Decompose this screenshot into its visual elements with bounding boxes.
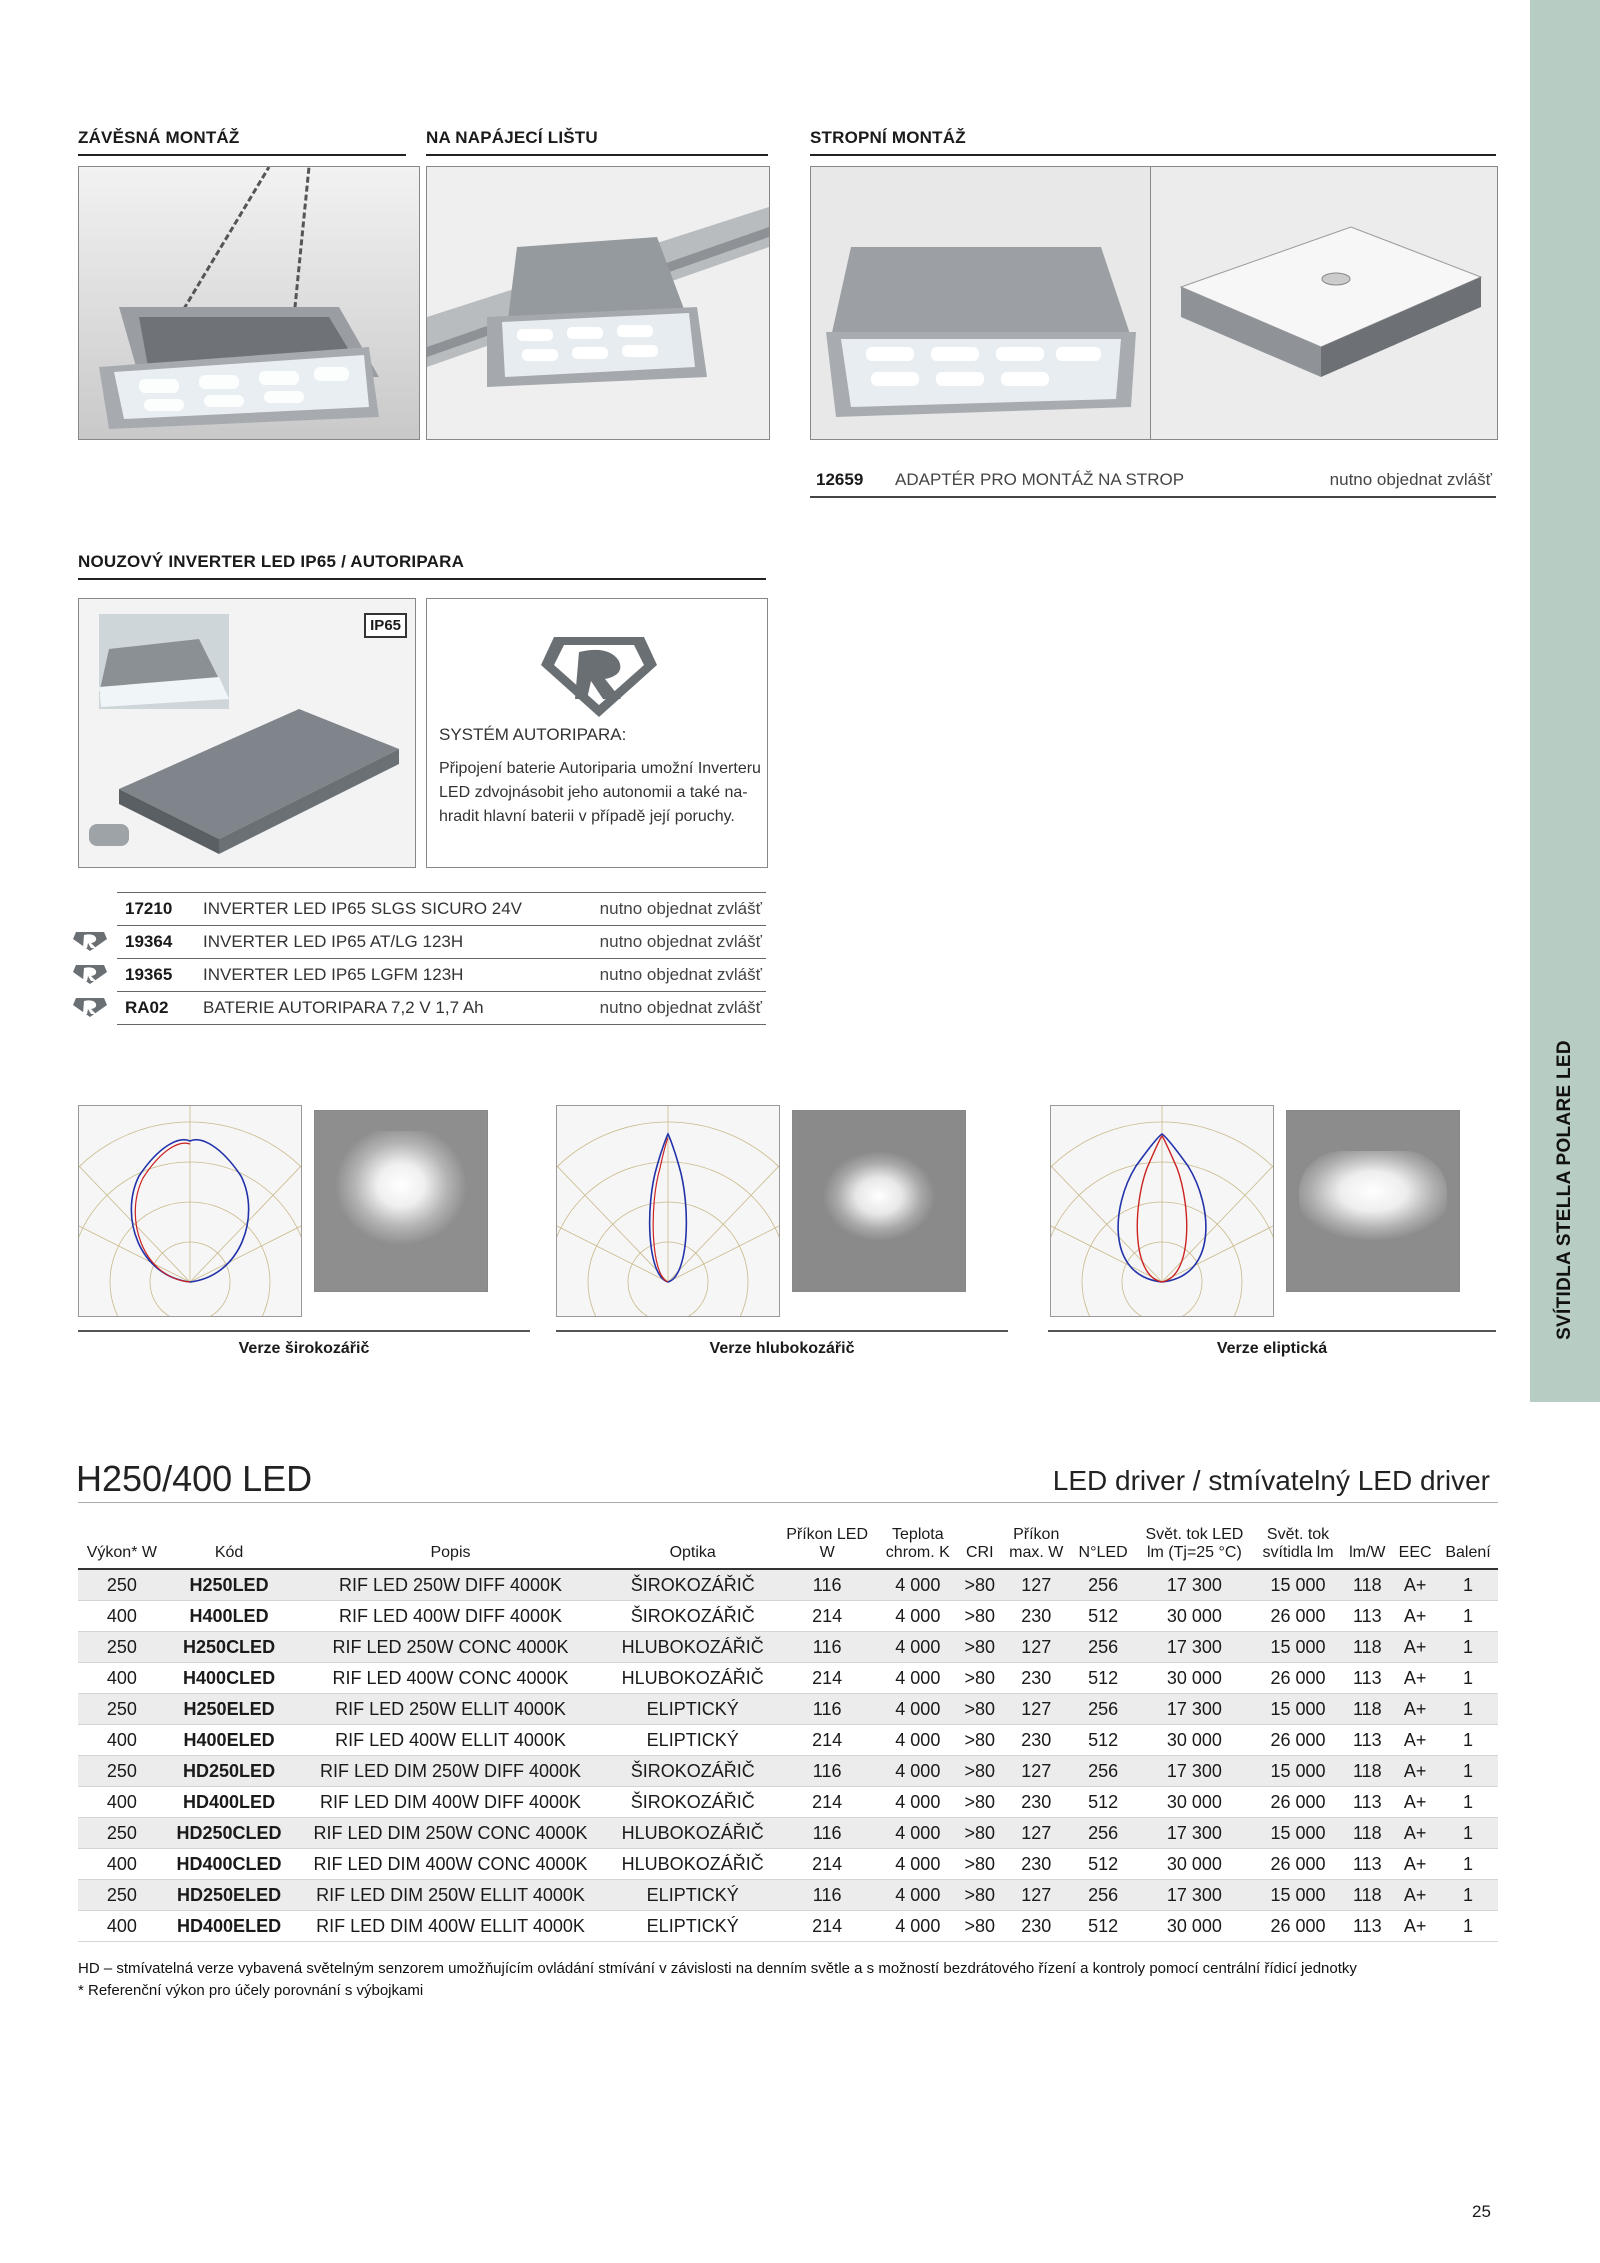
table-cell: A+ (1392, 1694, 1438, 1725)
table-cell: 118 (1342, 1818, 1392, 1849)
table-cell: 1 (1438, 1632, 1498, 1663)
table-cell: ŠIROKOZÁŘIČ (609, 1787, 777, 1818)
table-cell: ELIPTICKÝ (609, 1880, 777, 1911)
table-cell: 1 (1438, 1663, 1498, 1694)
table-cell: H250LED (166, 1569, 293, 1601)
table-cell: 26 000 (1254, 1849, 1343, 1880)
table-row (78, 1787, 1498, 1818)
table-cell: 118 (1342, 1632, 1392, 1663)
table-cell: A+ (1392, 1880, 1438, 1911)
table-cell: HD250LED (166, 1756, 293, 1787)
table-cell: 256 (1071, 1880, 1135, 1911)
table-cell: 116 (777, 1756, 878, 1787)
table-cell: 214 (777, 1663, 878, 1694)
col-vykon: Výkon* W (78, 1524, 166, 1569)
table-cell: 214 (777, 1725, 878, 1756)
table-cell: >80 (958, 1849, 1001, 1880)
table-row (78, 1663, 1498, 1694)
table-cell: 4 000 (877, 1694, 958, 1725)
table-cell: RIF LED 400W DIFF 4000K (292, 1601, 608, 1632)
accessory-code: 12659 (816, 470, 864, 489)
table-cell: 127 (1001, 1880, 1071, 1911)
table-cell: 30 000 (1135, 1911, 1254, 1942)
col-eec: EEC (1392, 1524, 1438, 1569)
table-cell: 4 000 (877, 1880, 958, 1911)
photo-track-luminaire (426, 166, 770, 440)
table-cell: 17 300 (1135, 1569, 1254, 1601)
table-cell: 214 (777, 1601, 878, 1632)
table-cell: 256 (1071, 1818, 1135, 1849)
table-cell: 400 (78, 1725, 166, 1756)
table-cell: 26 000 (1254, 1787, 1343, 1818)
table-cell: HD400CLED (166, 1849, 293, 1880)
table-cell: A+ (1392, 1787, 1438, 1818)
table-cell: 17 300 (1135, 1694, 1254, 1725)
table-cell: 4 000 (877, 1663, 958, 1694)
autoripara-icon (72, 930, 108, 952)
head-ceiling-mount: STROPNÍ MONTÁŽ (810, 128, 1496, 156)
side-tab-label: SVÍTIDLA STELLA POLARE LED (1554, 1040, 1575, 1340)
table-cell: RIF LED 250W ELLIT 4000K (292, 1694, 608, 1725)
autoripara-icon (72, 963, 108, 985)
table-cell: HLUBOKOZÁŘIČ (609, 1818, 777, 1849)
table-cell: 250 (78, 1694, 166, 1725)
photo-inverter (78, 598, 416, 868)
table-cell: RIF LED 250W CONC 4000K (292, 1632, 608, 1663)
table-cell: 250 (78, 1880, 166, 1911)
table-cell: RIF LED DIM 250W ELLIT 4000K (292, 1880, 608, 1911)
table-cell: 4 000 (877, 1911, 958, 1942)
table-cell: >80 (958, 1756, 1001, 1787)
table-cell: 113 (1342, 1787, 1392, 1818)
table-cell: 113 (1342, 1601, 1392, 1632)
head-inverter: NOUZOVÝ INVERTER LED IP65 / AUTORIPARA (78, 552, 766, 580)
table-cell: 230 (1001, 1787, 1071, 1818)
table-cell: 250 (78, 1818, 166, 1849)
table-cell: 214 (777, 1849, 878, 1880)
table-cell: 116 (777, 1632, 878, 1663)
table-cell: 400 (78, 1601, 166, 1632)
table-cell: 400 (78, 1787, 166, 1818)
table-cell: 113 (1342, 1663, 1392, 1694)
table-cell: 1 (1438, 1880, 1498, 1911)
table-cell: 113 (1342, 1725, 1392, 1756)
table-cell: A+ (1392, 1601, 1438, 1632)
col-lmw: lm/W (1342, 1524, 1392, 1569)
col-tok-svitidla: Svět. tok svítidla lm (1254, 1524, 1343, 1569)
table-cell: A+ (1392, 1663, 1438, 1694)
table-cell: >80 (958, 1880, 1001, 1911)
autoripara-title: SYSTÉM AUTORIPARA: (439, 725, 627, 744)
inverter-list (117, 892, 766, 1025)
col-kod: Kód (166, 1524, 293, 1569)
table-cell: 256 (1071, 1756, 1135, 1787)
col-prikon-max: Příkon max. W (1001, 1524, 1071, 1569)
polar-diagram-wide (78, 1105, 302, 1317)
table-row (78, 1725, 1498, 1756)
table-cell: 256 (1071, 1632, 1135, 1663)
table-cell: 127 (1001, 1756, 1071, 1787)
table-row (78, 1694, 1498, 1725)
table-cell: >80 (958, 1663, 1001, 1694)
table-cell: 127 (1001, 1694, 1071, 1725)
col-nled: N°LED (1071, 1524, 1135, 1569)
autoripara-text: Připojení baterie Autoriparia umožní Inverteru LED zdvojnásobit jeho autonomii a také na- hradit hlavní baterii v případě její poruchy. (439, 760, 761, 825)
table-cell: HD250ELED (166, 1880, 293, 1911)
isolux-deep (792, 1110, 966, 1292)
table-cell: 4 000 (877, 1849, 958, 1880)
photo-ceiling-luminaire (810, 166, 1152, 440)
table-cell: 4 000 (877, 1818, 958, 1849)
table-cell: >80 (958, 1601, 1001, 1632)
table-cell: RIF LED DIM 250W CONC 4000K (292, 1818, 608, 1849)
table-cell: 1 (1438, 1694, 1498, 1725)
table-row (78, 1601, 1498, 1632)
table-cell: ŠIROKOZÁŘIČ (609, 1756, 777, 1787)
table-cell: H250ELED (166, 1694, 293, 1725)
table-cell: A+ (1392, 1818, 1438, 1849)
table-cell: A+ (1392, 1569, 1438, 1601)
table-cell: 1 (1438, 1569, 1498, 1601)
col-baleni: Balení (1438, 1524, 1498, 1569)
title-rule (78, 1502, 1498, 1503)
table-cell: 17 300 (1135, 1818, 1254, 1849)
product-table (78, 1524, 1498, 1942)
autoripara-logo (539, 627, 659, 719)
table-cell: >80 (958, 1694, 1001, 1725)
table-cell: HLUBOKOZÁŘIČ (609, 1663, 777, 1694)
caption-elliptic: Verze eliptická (1048, 1330, 1496, 1358)
table-cell: 15 000 (1254, 1632, 1343, 1663)
table-cell: 113 (1342, 1849, 1392, 1880)
table-cell: 26 000 (1254, 1663, 1343, 1694)
table-cell: HD400LED (166, 1787, 293, 1818)
table-cell: RIF LED DIM 400W ELLIT 4000K (292, 1911, 608, 1942)
table-cell: 256 (1071, 1569, 1135, 1601)
col-optika: Optika (609, 1524, 777, 1569)
table-cell: 512 (1071, 1725, 1135, 1756)
table-cell: 127 (1001, 1632, 1071, 1663)
table-cell: RIF LED 250W DIFF 4000K (292, 1569, 608, 1601)
table-cell: ŠIROKOZÁŘIČ (609, 1569, 777, 1601)
table-cell: RIF LED DIM 250W DIFF 4000K (292, 1756, 608, 1787)
product-title: H250/400 LED (76, 1458, 313, 1499)
table-cell: 400 (78, 1911, 166, 1942)
col-cri: CRI (958, 1524, 1001, 1569)
isolux-wide (314, 1110, 488, 1292)
table-cell: H400ELED (166, 1725, 293, 1756)
table-cell: 400 (78, 1849, 166, 1880)
table-cell: >80 (958, 1818, 1001, 1849)
table-cell: 250 (78, 1569, 166, 1601)
table-cell: 1 (1438, 1756, 1498, 1787)
table-cell: A+ (1392, 1725, 1438, 1756)
page-number: 25 (1472, 2202, 1491, 2221)
table-cell: 214 (777, 1787, 878, 1818)
table-cell: 400 (78, 1663, 166, 1694)
table-cell: 214 (777, 1911, 878, 1942)
table-cell: 30 000 (1135, 1601, 1254, 1632)
table-cell: 30 000 (1135, 1849, 1254, 1880)
table-cell: 116 (777, 1569, 878, 1601)
table-cell: 116 (777, 1880, 878, 1911)
table-row (78, 1569, 1498, 1601)
accessory-desc: ADAPTÉR PRO MONTÁŽ NA STROP (895, 470, 1185, 489)
table-cell: 512 (1071, 1787, 1135, 1818)
table-cell: ELIPTICKÝ (609, 1694, 777, 1725)
table-cell: HD250CLED (166, 1818, 293, 1849)
polar-diagram-elliptic (1050, 1105, 1274, 1317)
table-cell: 4 000 (877, 1725, 958, 1756)
table-cell: HLUBOKOZÁŘIČ (609, 1632, 777, 1663)
table-cell: H400CLED (166, 1663, 293, 1694)
head-pendant-mount: ZÁVĚSNÁ MONTÁŽ (78, 128, 406, 156)
table-row (78, 1756, 1498, 1787)
table-cell: 118 (1342, 1756, 1392, 1787)
table-row (78, 1911, 1498, 1942)
table-cell: 127 (1001, 1818, 1071, 1849)
table-cell: 17 300 (1135, 1756, 1254, 1787)
table-cell: H400LED (166, 1601, 293, 1632)
table-cell: 512 (1071, 1911, 1135, 1942)
head-track-mount: NA NAPÁJECÍ LIŠTU (426, 128, 768, 156)
table-cell: 118 (1342, 1694, 1392, 1725)
accessory-row (810, 466, 1496, 498)
table-cell: 30 000 (1135, 1663, 1254, 1694)
table-cell: HD400ELED (166, 1911, 293, 1942)
table-cell: 4 000 (877, 1601, 958, 1632)
table-row (78, 1880, 1498, 1911)
table-cell: 26 000 (1254, 1601, 1343, 1632)
table-cell: 512 (1071, 1601, 1135, 1632)
table-cell: 30 000 (1135, 1787, 1254, 1818)
table-cell: 26 000 (1254, 1911, 1343, 1942)
table-cell: 118 (1342, 1569, 1392, 1601)
autoripara-box (426, 598, 768, 868)
table-cell: 1 (1438, 1818, 1498, 1849)
table-cell: A+ (1392, 1756, 1438, 1787)
table-row (78, 1818, 1498, 1849)
table-cell: 4 000 (877, 1632, 958, 1663)
inverter-row: RA02 BATERIE AUTORIPARA 7,2 V 1,7 Ah nutno objednat zvlášť (117, 992, 766, 1025)
table-cell: 250 (78, 1756, 166, 1787)
table-cell: 15 000 (1254, 1880, 1343, 1911)
table-cell: 30 000 (1135, 1725, 1254, 1756)
table-cell: 512 (1071, 1849, 1135, 1880)
table-cell: A+ (1392, 1849, 1438, 1880)
table-cell: RIF LED 400W CONC 4000K (292, 1663, 608, 1694)
table-cell: 116 (777, 1818, 878, 1849)
table-cell: 1 (1438, 1725, 1498, 1756)
accessory-note: nutno objednat zvlášť (1329, 470, 1492, 489)
table-cell: RIF LED DIM 400W DIFF 4000K (292, 1787, 608, 1818)
table-cell: 4 000 (877, 1787, 958, 1818)
table-cell: >80 (958, 1725, 1001, 1756)
table-cell: H250CLED (166, 1632, 293, 1663)
table-cell: 1 (1438, 1601, 1498, 1632)
table-cell: >80 (958, 1787, 1001, 1818)
col-popis: Popis (292, 1524, 608, 1569)
table-header-row (78, 1524, 1498, 1569)
footnote-reference: * Referenční výkon pro účely porovnání s výbojkami (78, 1982, 424, 1999)
table-cell: 1 (1438, 1911, 1498, 1942)
table-cell: 230 (1001, 1911, 1071, 1942)
table-cell: A+ (1392, 1632, 1438, 1663)
ip65-badge: IP65 (364, 613, 407, 638)
table-cell: >80 (958, 1911, 1001, 1942)
product-subtitle: LED driver / stmívatelný LED driver (1052, 1465, 1490, 1496)
table-cell: >80 (958, 1569, 1001, 1601)
table-cell: 26 000 (1254, 1725, 1343, 1756)
caption-wide: Verze širokozářič (78, 1330, 530, 1358)
inverter-row: 19364 INVERTER LED IP65 AT/LG 123H nutno objednat zvlášť (117, 926, 766, 959)
table-cell: 230 (1001, 1849, 1071, 1880)
photo-ceiling-adapter (1150, 166, 1498, 440)
table-cell: 118 (1342, 1880, 1392, 1911)
table-cell: 17 300 (1135, 1632, 1254, 1663)
table-cell: 15 000 (1254, 1756, 1343, 1787)
table-cell: 230 (1001, 1663, 1071, 1694)
isolux-elliptic (1286, 1110, 1460, 1292)
inverter-row: 19365 INVERTER LED IP65 LGFM 123H nutno objednat zvlášť (117, 959, 766, 992)
table-cell: 113 (1342, 1911, 1392, 1942)
table-cell: 4 000 (877, 1756, 958, 1787)
table-cell: 15 000 (1254, 1818, 1343, 1849)
table-cell: 17 300 (1135, 1880, 1254, 1911)
table-cell: 116 (777, 1694, 878, 1725)
table-cell: RIF LED DIM 400W CONC 4000K (292, 1849, 608, 1880)
table-cell: A+ (1392, 1911, 1438, 1942)
col-teplota: Teplota chrom. K (877, 1524, 958, 1569)
polar-diagram-deep (556, 1105, 780, 1317)
table-cell: 230 (1001, 1725, 1071, 1756)
table-cell: 4 000 (877, 1569, 958, 1601)
table-cell: >80 (958, 1632, 1001, 1663)
table-cell: ŠIROKOZÁŘIČ (609, 1601, 777, 1632)
table-cell: 256 (1071, 1694, 1135, 1725)
table-cell: 1 (1438, 1849, 1498, 1880)
table-cell: 250 (78, 1632, 166, 1663)
autoripara-icon (72, 996, 108, 1018)
inverter-row: 17210 INVERTER LED IP65 SLGS SICURO 24V nutno objednat zvlášť (117, 893, 766, 926)
table-cell: 127 (1001, 1569, 1071, 1601)
table-cell: 512 (1071, 1663, 1135, 1694)
table-cell: 230 (1001, 1601, 1071, 1632)
col-tok-led: Svět. tok LED lm (Tj=25 °C) (1135, 1524, 1254, 1569)
table-row (78, 1849, 1498, 1880)
table-cell: RIF LED 400W ELLIT 4000K (292, 1725, 608, 1756)
table-cell: ELIPTICKÝ (609, 1911, 777, 1942)
col-prikon-led: Příkon LED W (777, 1524, 878, 1569)
table-cell: 15 000 (1254, 1694, 1343, 1725)
table-row (78, 1632, 1498, 1663)
footnote-hd: HD – stmívatelná verze vybavená světelným senzorem umožňujícím ovládání stmívání v závislosti na denním světle a s možností bezdrátového řízení a kontroly pomocí centrální řídicí jednotky (78, 1960, 1357, 1977)
table-cell: HLUBOKOZÁŘIČ (609, 1849, 777, 1880)
table-cell: 1 (1438, 1787, 1498, 1818)
photo-pendant-luminaire (78, 166, 420, 440)
table-cell: ELIPTICKÝ (609, 1725, 777, 1756)
table-cell: 15 000 (1254, 1569, 1343, 1601)
caption-deep: Verze hlubokozářič (556, 1330, 1008, 1358)
